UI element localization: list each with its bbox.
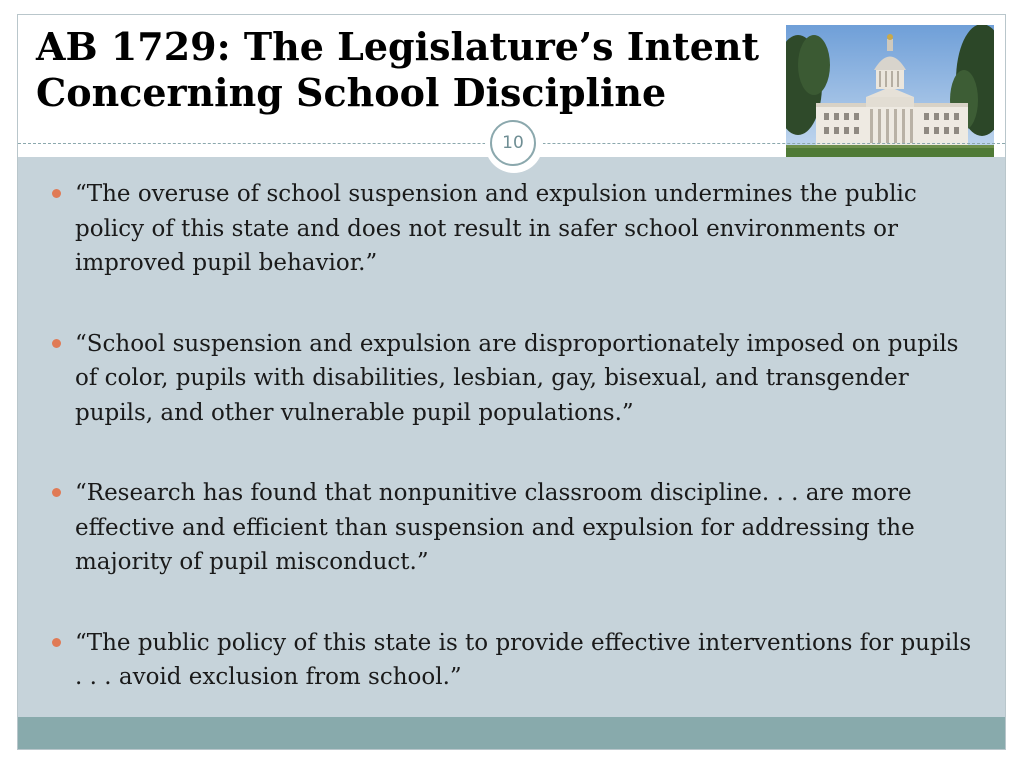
bullet-item xyxy=(48,626,983,695)
bullet-dot-icon xyxy=(52,638,61,647)
slide-number: 10 xyxy=(490,120,536,166)
title-line-1: AB 1729: The Legislature’s Intent xyxy=(36,24,760,69)
title-line-2: Concerning School Discipline xyxy=(36,70,667,115)
bullet-text: “School suspension and expulsion are disproportionately imposed on pupils of color, pupils with disabilities, lesbian, gay, bisexual, and transgender pupils, and other vulnerable pupil populations.” xyxy=(75,330,959,426)
bullet-item xyxy=(48,177,983,281)
slide-title xyxy=(36,24,776,116)
bullet-text: “The public policy of this state is to provide effective interventions for pupils . . . avoid exclusion from school.” xyxy=(75,629,972,690)
bullet-item xyxy=(48,327,983,431)
bullet-text: “The overuse of school suspension and expulsion undermines the public policy of this state and does not result in safer school environments or improved pupil behavior.” xyxy=(75,181,917,276)
bullet-dot-icon xyxy=(52,339,61,348)
bullet-item xyxy=(48,476,983,580)
bullet-dot-icon xyxy=(52,488,61,497)
bullet-list xyxy=(48,177,983,741)
bullet-text: “Research has found that nonpunitive classroom discipline. . . are more effective and efficient than suspension and expulsion for addressing the majority of pupil misconduct.” xyxy=(75,480,915,575)
bullet-dot-icon xyxy=(52,189,61,198)
